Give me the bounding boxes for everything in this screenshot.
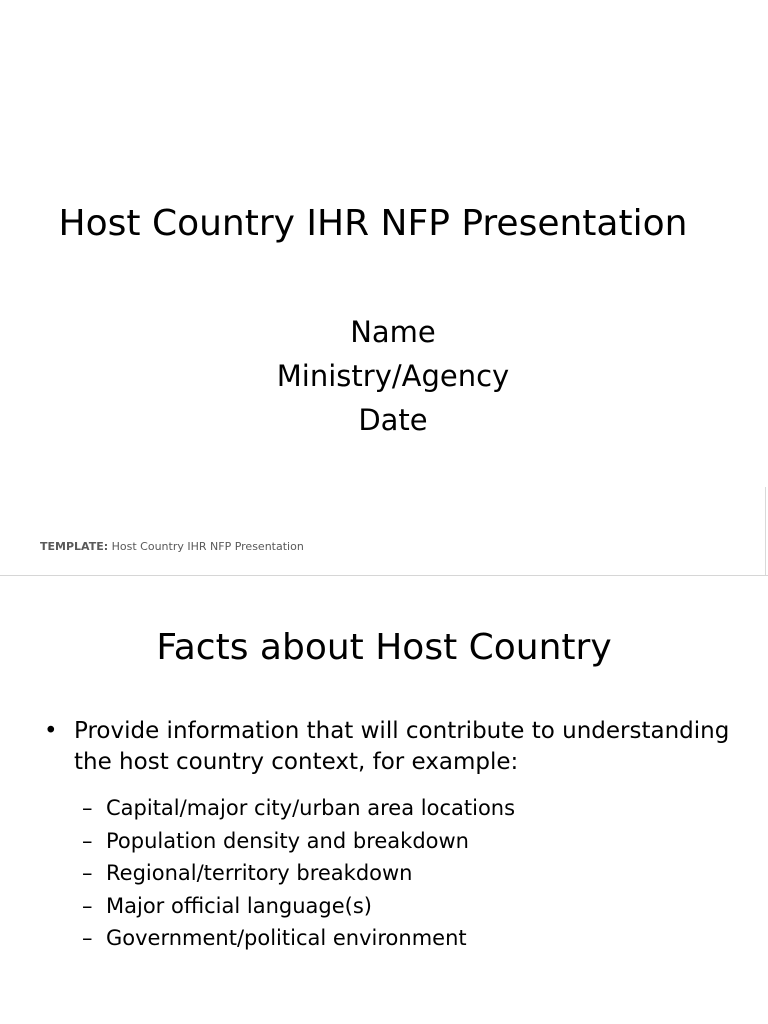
dash-icon: – xyxy=(82,893,93,918)
bullet-text: Provide information that will contribute to understanding the host country context, for example: xyxy=(74,718,730,775)
sub-bullet-text: Government/political environment xyxy=(106,926,467,950)
sub-bullet-item xyxy=(82,922,515,955)
bullet-item xyxy=(44,716,744,778)
slide-facts xyxy=(0,576,768,1024)
sub-bullet-list xyxy=(82,792,515,955)
footer-label: TEMPLATE: xyxy=(40,540,109,553)
sub-bullet-text: Population density and breakdown xyxy=(106,828,469,853)
subtitle-name: Name xyxy=(350,315,436,349)
slide-1-edge-line xyxy=(765,487,766,575)
slide-1-footer xyxy=(40,540,304,554)
sub-bullet-item xyxy=(82,792,515,825)
slide-1-subtitle xyxy=(0,310,768,442)
subtitle-ministry-agency: Ministry/Agency xyxy=(276,359,510,393)
sub-bullet-item xyxy=(82,825,515,858)
subtitle-date: Date xyxy=(358,403,428,437)
sub-bullet-text: Regional/territory breakdown xyxy=(106,861,413,885)
dash-icon: – xyxy=(82,861,93,885)
sub-bullet-item xyxy=(82,857,515,890)
dash-icon: – xyxy=(82,926,93,950)
dash-icon: – xyxy=(82,828,93,853)
footer-text: Host Country IHR NFP Presentation xyxy=(111,540,304,553)
slide-2-title: Facts about Host Country xyxy=(156,627,612,668)
dash-icon: – xyxy=(82,796,93,820)
slide-1-title: Host Country IHR NFP Presentation xyxy=(58,203,688,244)
bullet-dot-icon: • xyxy=(44,718,58,744)
sub-bullet-item xyxy=(82,890,515,923)
sub-bullet-text: Capital/major city/urban area locations xyxy=(106,796,516,820)
sub-bullet-text: Major official language(s) xyxy=(106,893,372,918)
